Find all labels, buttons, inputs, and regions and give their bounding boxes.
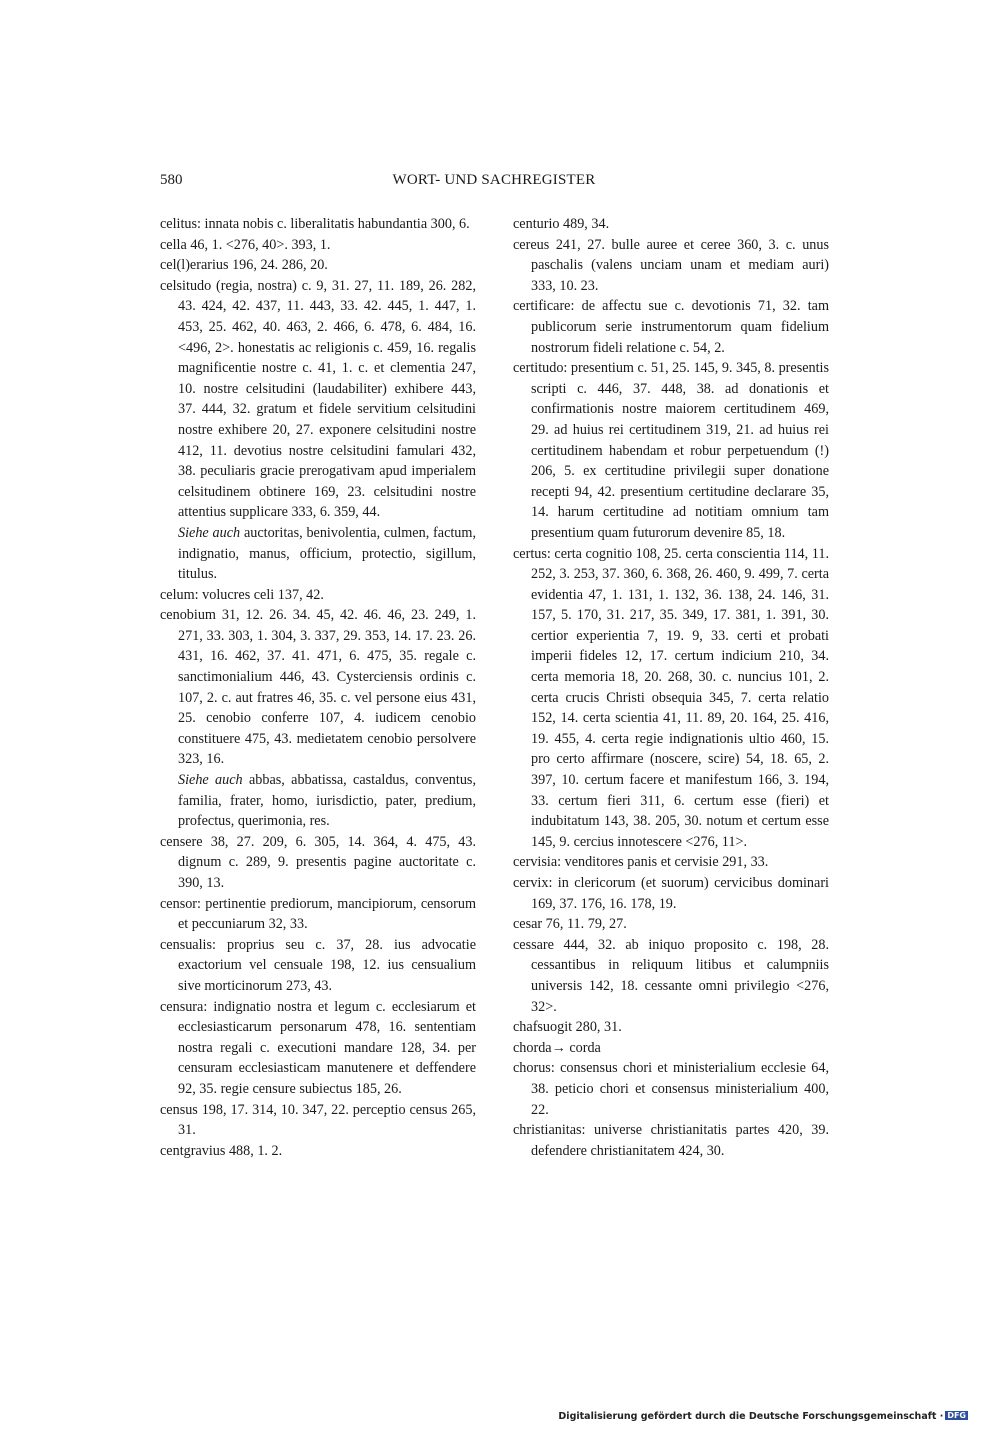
index-entry-cenobium: cenobium 31, 12. 26. 34. 45, 42. 46. 46, 23. 249, 1. 271, 33. 303, 1. 304, 3. 337, 29. 353, 14. 17. 23. 26. 431, 16. 462, 37. 41. 471, 6. 475, 35. regale c. sanctimonialium 446, 43. Cysterciensis ordinis c. 107, 2. c. aut fratres 46, 35. c. vel persone eius 431, 25. cenobio conferre 107, 4. iudicem cenobio constituere 475, 43. medietatem cenobio persolvere 323, 16. <box>160 607 476 768</box>
index-entry-certus: certus: certa cognitio 108, 25. certa conscientia 114, 11. 252, 3. 253, 37. 360, 6. 368, 26. 460, 9. 499, 7. certa evidentia 47, 1. 131, 1. 132, 36. 138, 24. 146, 31. 157, 5. 170, 31. 217, 35. 349, 17. 381, 1. 391, 30. certior experientia 7, 19. 9, 33. certi et probati imperii fideles 12, 17. certum indicium 210, 34. certa memoria 18, 20. 268, 30. c. nuncius 101, 2. certa crucis Christi obsequia 345, 7. certa relatio 152, 14. certa scientia 41, 11. 89, 20. 164, 25. 416, 19. 455, 4. certa regie indignationis ultio 460, 15. pro certo affirmare (noscere, scire) 54, 18. 65, 2. 397, 10. certum facere et manifestum 166, 3. 194, 33. certum fieri 311, 6. certum esse (fieri) et indubitatum 143, 38. 205, 30. notum et certum esse 145, 9. cercius innotescere <276, 11>. <box>513 545 829 850</box>
index-entry-centgravius: centgravius 488, 1. 2. <box>160 1142 283 1159</box>
right-column <box>513 214 829 1161</box>
see-also-terms: abbas, abbatissa, castaldus, conventus, familia, frater, homo, iurisdictio, pater, predium, profectus, querimonia, res. <box>178 772 476 830</box>
index-entry-cella: cella 46, 1. <276, 40>. 393, 1. <box>160 236 331 253</box>
index-entry-christianitas: christianitas: universe christianitatis partes 420, 39. defendere christianitatem 424, 30. <box>513 1122 829 1159</box>
index-entry-celsitudo: celsitudo (regia, nostra) c. 9, 31. 27, 11. 189, 26. 282, 43. 424, 42. 437, 11. 443, 33. 42. 445, 1. 447, 1. 453, 25. 462, 40. 463, 2. 466, 6. 478, 6. 484, 16. <496, 2>. honestatis ac religionis c. 459, 16. regalis magnificentie nostre c. 41, 1. c. et clementia 247, 10. nostre celsitudini (laudabiliter) exhibere 443, 37. 444, 32. gratum et fidele servitium celsitudini nostre exhibere 20, 27. exponere celsitudini nostre 412, 11. devotius nostre celsitudini famulari 432, 38. peculiaris gracie prerogativam apud imperialem celsitudinem obtinere 169, 23. celsitudini nostre attentius supplicare 333, 6. 359, 44. <box>160 277 476 521</box>
index-entry-censere: censere 38, 27. 209, 6. 305, 14. 364, 4. 475, 43. dignum c. 289, 9. presentis pagine auctoritate c. 390, 13. <box>160 833 476 891</box>
index-entry-censura: censura: indignatio nostra et legum c. ecclesiarum et ecclesiasticarum personarum 478, 16. sententiam nostra regali c. executioni mandare 128, 34. per censuram ecclesiasticam manutenere et deffendere 92, 35. regie censure subiectus 185, 26. <box>160 998 476 1097</box>
index-entry-chorda: chorda→ corda <box>513 1039 601 1056</box>
index-entry-cervix: cervix: in clericorum (et suorum) cervicibus dominari 169, 37. 176, 16. 178, 19. <box>513 875 829 912</box>
index-entry-celum: celum: volucres celi 137, 42. <box>160 586 324 603</box>
index-entry-chafsuogit: chafsuogit 280, 31. <box>513 1019 622 1036</box>
running-title: WORT- UND SACHREGISTER <box>392 172 596 188</box>
page-number: 580 <box>160 172 183 188</box>
left-column <box>160 214 476 1161</box>
index-entry-cervisia: cervisia: venditores panis et cervisie 291, 33. <box>513 854 769 871</box>
page-header <box>160 172 828 194</box>
dfg-logo: DFG <box>947 1411 966 1420</box>
index-entry-cereus: cereus 241, 27. bulle auree et ceree 360, 3. c. unus paschalis (valens unciam unam et mediam auri) 333, 10. 23. <box>513 236 829 294</box>
index-entry-censualis: censualis: proprius seu c. 37, 28. ius advocatie exactorium vel censuale 198, 12. ius censualium sive morticinorum 273, 43. <box>160 936 476 994</box>
see-also-lead: Siehe auch <box>178 772 243 789</box>
index-entry-cessare: cessare 444, 32. ab iniquo proposito c. 198, 28. cessantibus in reliquum litibus et calumpniis universis 142, 18. cessante omni privilegio <276, 32>. <box>513 936 829 1015</box>
see-also-cenobium <box>160 770 476 832</box>
funding-text: Digitalisierung gefördert durch die Deutsche Forschungsgemeinschaft · <box>558 1411 944 1422</box>
see-also-celsitudo <box>160 523 476 585</box>
index-entry-censor: censor: pertinentie prediorum, mancipiorum, censorum et peccuniarum 32, 33. <box>160 895 476 933</box>
index-entry-centurio: centurio 489, 34. <box>513 216 610 232</box>
index-entry-cesar: cesar 76, 11. 79, 27. <box>513 916 627 933</box>
see-also-terms: auctoritas, benivolentia, culmen, factum, indignatio, manus, officium, protectio, sigillum, titulus. <box>178 524 476 583</box>
see-also-lead: Siehe auch <box>178 524 241 541</box>
index-entry-cellerarius: cel(l)erarius 196, 24. 286, 20. <box>160 257 328 274</box>
index-entry-chorus: chorus: consensus chori et ministerialium ecclesie 64, 38. peticio chori et consensus ministerialium 400, 22. <box>513 1060 829 1118</box>
funding-footer <box>558 1411 968 1422</box>
index-entry-certificare: certificare: de affectu sue c. devotionis 71, 32. tam publicorum serie instrumentorum quam fidelium nostrorum fideli relatione c. 54, 2. <box>513 298 829 356</box>
index-entry-celitus: celitus: innata nobis c. liberalitatis habundantia 300, 6. <box>160 216 470 232</box>
index-entry-census: census 198, 17. 314, 10. 347, 22. perceptio census 265, 31. <box>160 1101 476 1139</box>
index-entry-certitudo: certitudo: presentium c. 51, 25. 145, 9. 345, 8. presentis scripti c. 446, 37. 448, 38. ad donationis et confirmationis nostre maiorem certitudinem 469, 29. ad huius rei certitudinem 319, 21. ad huius rei certitudinem habendam et robur perpetuendum (!) 206, 5. ex certitudine privilegii super donatione recepti 94, 42. presentium certitudine declarare 35, 14. harum certitudine ad notitiam omnium tam presentium quam futurorum devenire 85, 18. <box>513 360 830 541</box>
